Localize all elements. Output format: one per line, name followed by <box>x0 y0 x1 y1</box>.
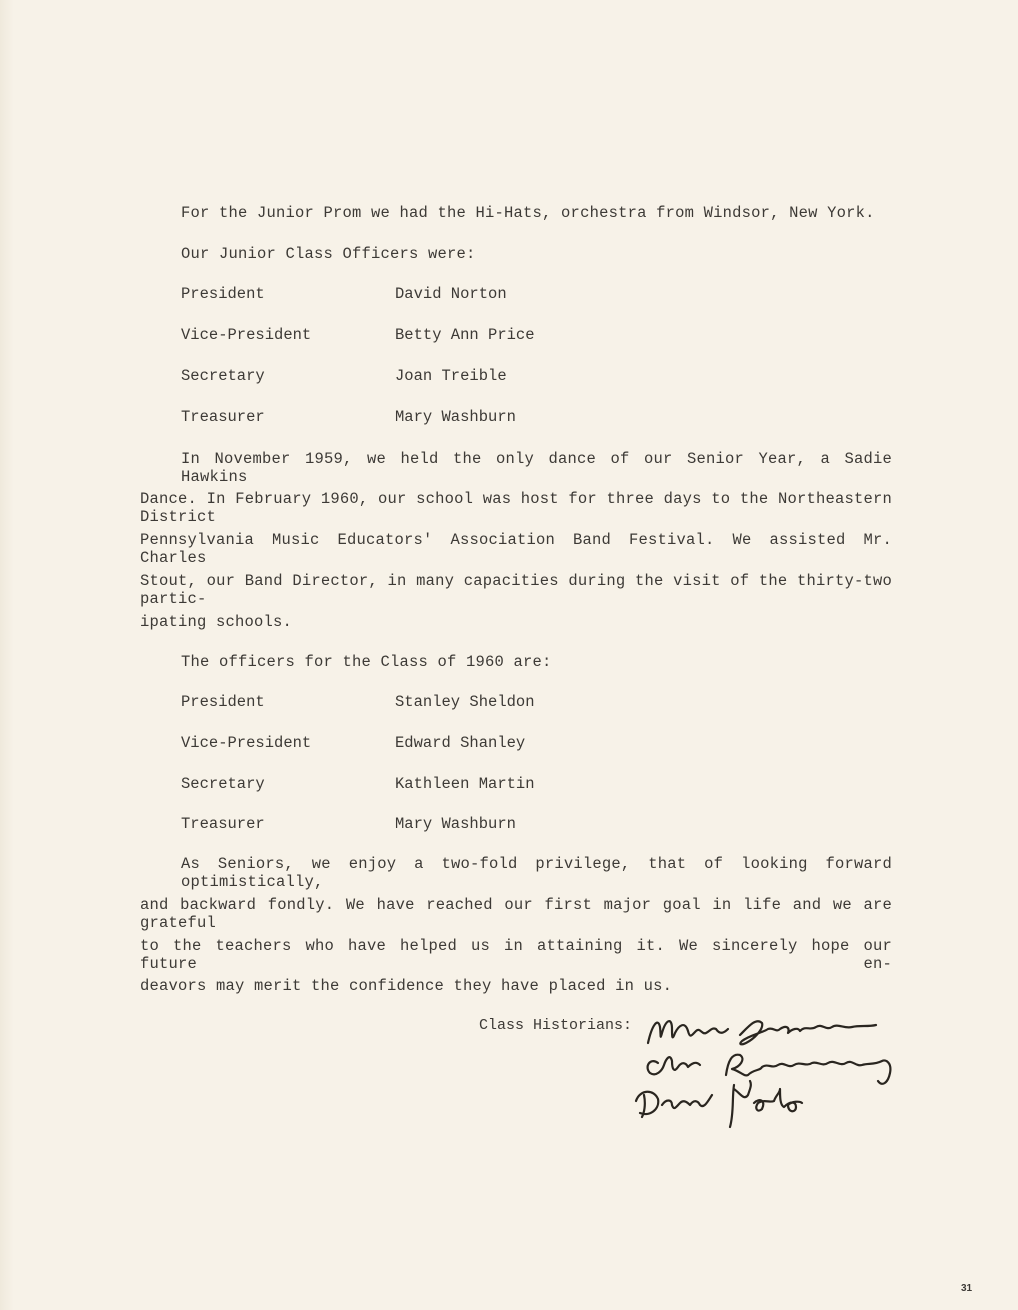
junior-officer-role: Secretary <box>181 367 265 385</box>
class-historians-label: Class Historians: <box>479 1017 633 1034</box>
page-number: 31 <box>961 1283 973 1294</box>
paragraph-line: Dance. In February 1960, our school was host for three days to the Northeastern District <box>140 490 892 526</box>
paragraph-line: ipating schools. <box>140 613 293 631</box>
junior-officer-role: President <box>181 285 265 303</box>
paragraph-line: As Seniors, we enjoy a two-fold privilege, that of looking forward optimistically, <box>181 855 892 891</box>
senior-officer-name: Stanley Sheldon <box>395 693 535 711</box>
junior-officer-role: Treasurer <box>181 408 265 426</box>
junior-officer-role: Vice-President <box>181 326 312 344</box>
senior-officer-role: Secretary <box>181 775 265 793</box>
junior-officer-name: Betty Ann Price <box>395 326 535 344</box>
senior-officer-role: President <box>181 693 265 711</box>
junior-prom-text: For the Junior Prom we had the Hi-Hats, orchestra from Windsor, New York. <box>181 204 875 222</box>
senior-officer-role: Treasurer <box>181 815 265 833</box>
junior-officer-name: David Norton <box>395 285 507 303</box>
historians-signature <box>630 1005 910 1135</box>
paragraph-line: deavors may merit the confidence they have placed in us. <box>140 977 673 995</box>
senior-officer-role: Vice-President <box>181 734 312 752</box>
class-1960-intro: The officers for the Class of 1960 are: <box>181 653 552 671</box>
paragraph-line: Stout, our Band Director, in many capacities during the visit of the thirty-two partic- <box>140 572 892 608</box>
senior-officer-name: Kathleen Martin <box>395 775 535 793</box>
paragraph-line: Pennsylvania Music Educators' Association Band Festival. We assisted Mr. Charles <box>140 531 892 567</box>
senior-officer-name: Mary Washburn <box>395 815 516 833</box>
senior-officer-name: Edward Shanley <box>395 734 526 752</box>
junior-officer-name: Mary Washburn <box>395 408 516 426</box>
junior-officer-name: Joan Treible <box>395 367 507 385</box>
paragraph-line: In November 1959, we held the only dance of our Senior Year, a Sadie Hawkins <box>181 450 892 486</box>
junior-officers-intro: Our Junior Class Officers were: <box>181 245 476 263</box>
paragraph-line: to the teachers who have helped us in attaining it. We sincerely hope our future en- <box>140 937 892 973</box>
paragraph-line: and backward fondly. We have reached our first major goal in life and we are grateful <box>140 896 892 932</box>
